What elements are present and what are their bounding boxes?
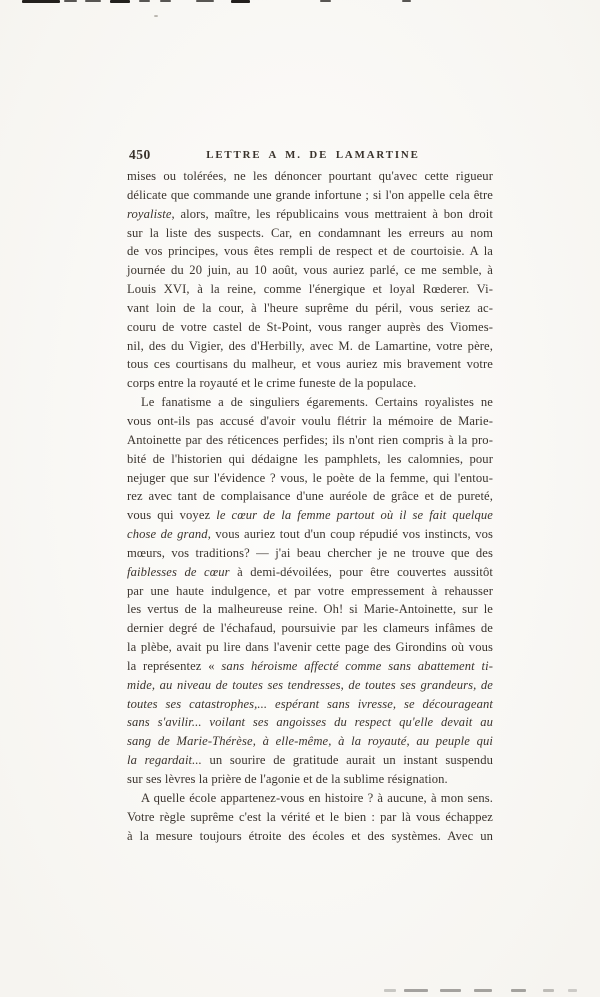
text-line: Votre règle suprême c'est la vérité et le bien : par là vous échappez [127,809,493,824]
text-line: royaliste, alors, maître, les républicains vous mettraient à bon droit [127,206,493,221]
text-line: A quelle école appartenez-vous en histoire ? à aucune, à mon sens. [141,790,493,805]
text-line: chose de grand, vous auriez tout d'un coup répudié vos instincts, vos [127,527,493,542]
text-line: à la mesure toujours étroite des écoles et des systèmes. Avec un [127,828,493,843]
text-line: mide, au niveau de toutes ses tendresses, de toutes ses grandeurs, de [127,677,493,692]
page-header [127,147,493,166]
page-number: 450 [129,147,151,162]
text-line: Louis XVI, à la reine, comme l'énergique et loyal Rœderer. Vi- [127,282,493,297]
text-line: sur ses lèvres la prière de l'agonie et de la sublime résignation. [127,772,448,786]
text-line: nil, des du Vigier, des d'Herbilly, avec M. de Lamartine, votre père, [127,338,493,353]
text-line: vous qui voyez le cœur de la femme partout où il se fait quelque [127,508,493,523]
text-line: couru de votre castel de St-Point, vous ranger auprès des Viomes- [127,319,493,334]
text-line: rez avec tant de complaisance d'une auréole de grâce et de pureté, [127,489,493,504]
text-line: sur la liste des suspects. Car, en condamnant les erreurs au nom [127,225,493,240]
running-title: LETTRE A M. DE LAMARTINE [206,149,420,161]
text-line: bité de l'historien qui dédaigne les pamphlets, les calomnies, pour [127,451,493,466]
page-body [127,167,493,845]
text-line: vous ont-ils pas accusé d'avoir voulu flétrir la mémoire de Marie- [127,413,493,428]
text-line: nejuger que sur l'évidence ? vous, le poète de la femme, qui l'entou- [127,470,493,485]
text-line: par une haute indulgence, et par votre empressement à rehausser [127,583,493,598]
text-line: tous ces courtisans du malheur, et vous auriez mis bravement votre [127,357,493,372]
text-line: délicate que commande une grande infortune ; si l'on appelle cela être [127,187,493,202]
text-line: mises ou tolérées, ne les dénoncer pourtant qu'avec cette rigueur [127,169,493,183]
text-line: faiblesses de cœur à demi-dévoilées, pour être couvertes aussitôt [127,564,493,579]
text-line: corps entre la royauté et le crime funeste de la populace. [127,376,417,391]
text-line: mœurs, vos traditions? — j'ai beau chercher je ne trouve que des [127,545,493,560]
text-line: Antoinette par des réticences perfides; ils n'ont rien compris à la pro- [127,432,493,447]
text-column [127,147,493,845]
text-line: de vos principes, vous êtes rempli de respect et de courtoisie. A la [127,244,493,259]
text-line: dernier degré de l'échafaud, poursuivie par les clameurs infâmes de [127,621,493,636]
text-line: Le fanatisme a de singuliers égarements. Certains royalistes ne [141,395,493,410]
text-line: la regardait... un sourire de gratitude aurait un instant suspendu [127,753,493,768]
text-line: sang de Marie-Thérèse, à elle-même, à la royauté, au peuple qui [127,734,493,749]
text-line: la représentez « sans héroisme affecté comme sans abattement ti- [127,658,493,673]
text-line: les vertus de la malheureuse reine. Oh! si Marie-Antoinette, sur le [127,602,493,617]
text-line: la plèbe, avait pu lire dans l'avenir cette page des Girondins où vous [127,640,493,655]
text-line: toutes ses catastrophes,... espérant sans ivresse, se décourageant [127,696,493,711]
text-line: sans s'avilir... voilant ses angoisses du respect qu'elle devait au [127,715,493,730]
text-line: journée du 20 juin, au 10 août, vous auriez parlé, ce me semble, à [127,263,493,278]
text-line: vant loin de la cour, à l'heure suprême du péril, vous seriez ac- [127,300,493,315]
